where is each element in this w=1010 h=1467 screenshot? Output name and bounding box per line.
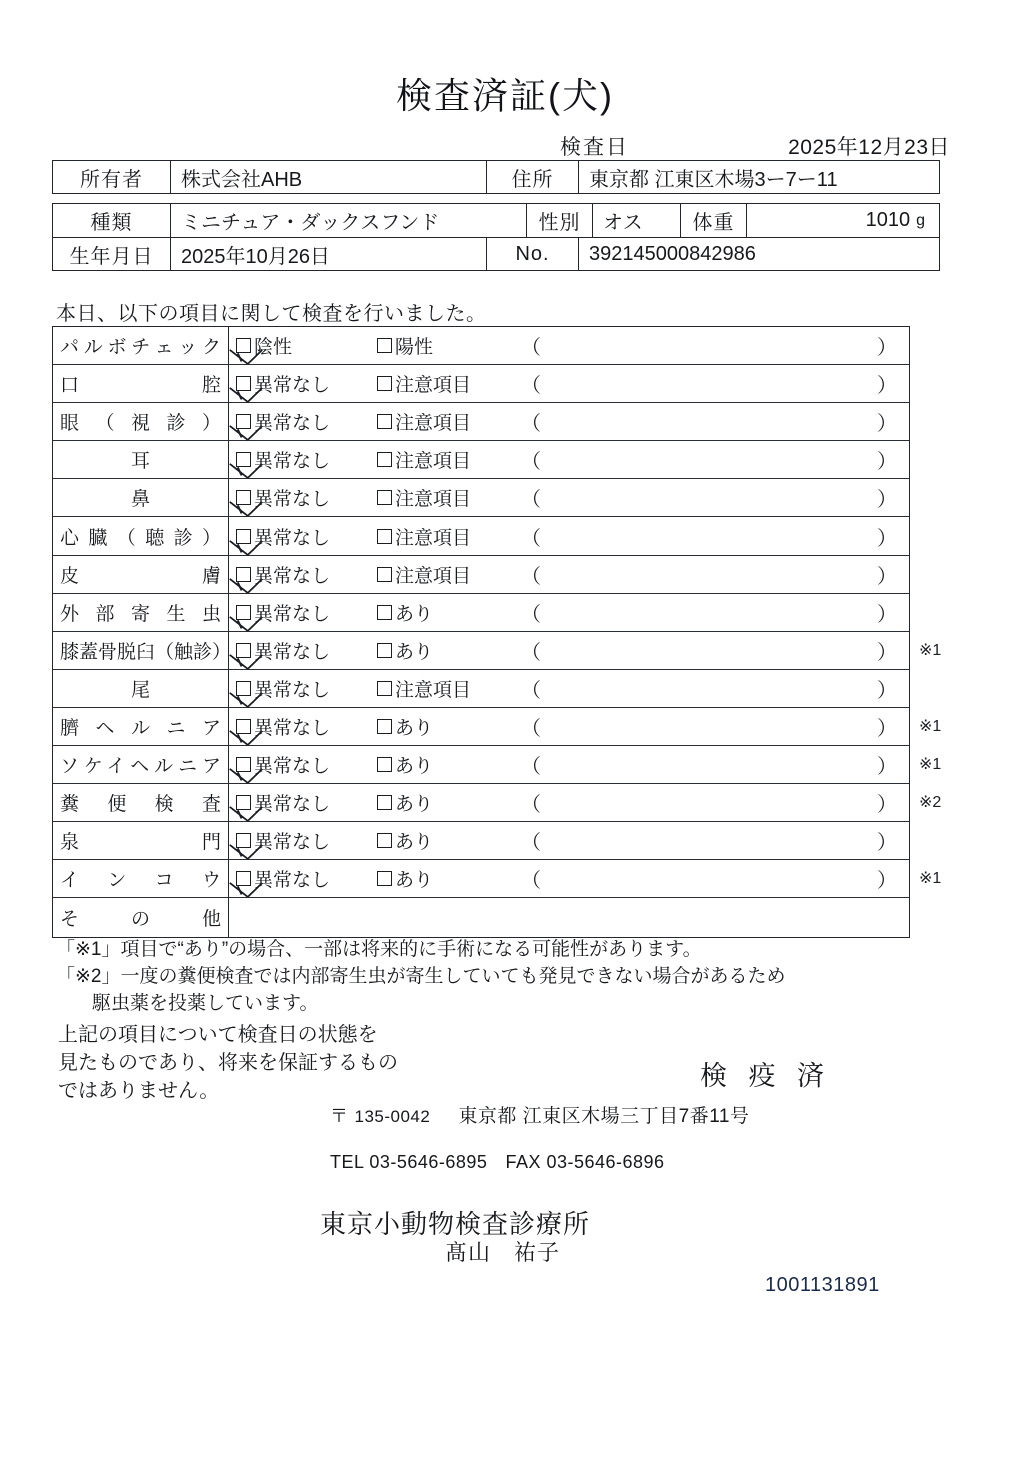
remark-paren-close: ） [877, 337, 897, 360]
checklist-option-abnormal-label: あり [395, 870, 434, 892]
remark-paren-open: （ [521, 717, 541, 740]
address-label: 住所 [487, 161, 579, 193]
animal-info-table [52, 160, 940, 271]
checklist-option-normal-label: 異常なし [254, 832, 331, 854]
disclaimer-line-3: ではありません。 [58, 1080, 220, 1102]
checklist-row [53, 441, 909, 479]
checklist-item-label-text: 外部寄生虫 [60, 603, 221, 625]
remark-paren-close: ） [877, 375, 897, 398]
checklist-row [53, 898, 909, 936]
checklist-note-marker: ※1 [919, 641, 942, 659]
checklist-row [53, 822, 909, 860]
checklist-option-abnormal-label: あり [395, 603, 434, 625]
breed-row [52, 203, 940, 237]
checkbox-checked-icon[interactable] [236, 338, 251, 353]
checkbox-icon[interactable] [377, 490, 392, 505]
checklist-option-abnormal-label: あり [395, 756, 434, 778]
weight-value-cell [747, 204, 939, 237]
checklist-item-options [229, 632, 909, 669]
checklist-option-normal[interactable] [236, 408, 377, 435]
checkbox-checked-icon[interactable] [236, 643, 251, 658]
checklist-item-options [229, 327, 909, 364]
checklist-item-label-text: 臍ヘルニア [60, 717, 221, 739]
checklist-row [53, 746, 909, 784]
checkbox-checked-icon[interactable] [236, 681, 251, 696]
checkbox-checked-icon[interactable] [236, 529, 251, 544]
checklist-item-options [229, 556, 909, 593]
checklist-option-normal-label: 異常なし [254, 527, 331, 549]
remark-paren-open: （ [521, 641, 541, 664]
remark-paren-close: ） [877, 794, 897, 817]
birthdate-row [52, 237, 940, 271]
checkbox-checked-icon[interactable] [236, 376, 251, 391]
checklist-option-normal[interactable] [236, 865, 377, 892]
remark-paren-open: （ [521, 756, 541, 779]
checkbox-checked-icon[interactable] [236, 757, 251, 772]
checklist-option-normal[interactable] [236, 827, 377, 854]
remark-paren-open: （ [521, 413, 541, 436]
remark-paren-open: （ [521, 832, 541, 855]
checklist-option-normal[interactable] [236, 713, 377, 740]
checklist-option-normal-label: 異常なし [254, 794, 331, 816]
checklist-item-label-text: インコウ [60, 870, 221, 892]
checklist-item-label [53, 898, 229, 936]
checklist-option-abnormal[interactable] [377, 484, 471, 511]
checklist-row [53, 670, 909, 708]
checklist-item-options [229, 403, 909, 440]
checklist-note-marker: ※1 [919, 718, 942, 735]
checklist-option-abnormal-label: あり [395, 794, 434, 816]
checkbox-icon[interactable] [377, 719, 392, 734]
checklist-item-options [229, 670, 909, 707]
checkbox-icon[interactable] [377, 643, 392, 658]
no-value: 392145000842986 [589, 242, 756, 265]
clinic-fax: FAX 03-5646-6896 [505, 1152, 665, 1172]
breed-value: ミニチュア・ダックスフンド [171, 204, 527, 237]
checklist-row [53, 365, 909, 403]
checklist-option-abnormal[interactable] [377, 408, 471, 435]
checklist-option-normal-label: 異常なし [254, 375, 331, 397]
remark-paren-open: （ [521, 375, 541, 398]
checkbox-icon[interactable] [377, 795, 392, 810]
checkbox-checked-icon[interactable] [236, 719, 251, 734]
checklist-item-label [53, 746, 229, 783]
disclaimer-text [58, 1021, 458, 1105]
checkbox-checked-icon[interactable] [236, 795, 251, 810]
remark-paren-close: ） [877, 603, 897, 626]
checkbox-icon[interactable] [377, 567, 392, 582]
checklist-item-label [53, 479, 229, 516]
remark-paren-open: （ [521, 870, 541, 893]
checklist-item-options [229, 708, 909, 745]
remark-paren-open: （ [521, 451, 541, 474]
checklist-item-label [53, 594, 229, 631]
clinic-address-line [330, 1101, 749, 1128]
checklist-option-normal[interactable] [236, 484, 377, 511]
checklist-item-label [53, 860, 229, 897]
checklist-option-abnormal[interactable] [377, 751, 433, 778]
checkbox-checked-icon[interactable] [236, 567, 251, 582]
checklist-option-normal[interactable] [236, 332, 377, 359]
inspection-date-label: 検査日 [560, 136, 629, 159]
checkbox-icon[interactable] [377, 376, 392, 391]
remark-paren-open: （ [521, 565, 541, 588]
checklist-option-abnormal-label: 注意項目 [395, 451, 472, 473]
clinic-name: 東京小動物検査診療所 [320, 1209, 591, 1239]
checklist-item-label-text: 心臓（聴診） [60, 527, 221, 549]
sex-value: オス [593, 204, 681, 237]
checklist-option-abnormal-label: あり [395, 832, 434, 854]
checklist-note-marker: ※1 [919, 870, 942, 888]
checklist-item-options [229, 860, 909, 897]
checklist-option-normal[interactable] [236, 523, 377, 550]
checkbox-icon[interactable] [377, 871, 392, 886]
checklist-option-normal[interactable] [236, 637, 377, 664]
checklist-item-options [229, 822, 909, 859]
checkbox-checked-icon[interactable] [236, 605, 251, 620]
remark-paren-open: （ [521, 794, 541, 817]
checklist-option-normal-label: 異常なし [254, 679, 331, 701]
address-value: 東京都 江東区木場3ー7ー11 [589, 168, 838, 191]
checklist-option-abnormal[interactable] [377, 523, 471, 550]
veterinarian-name: 髙山 祐子 [445, 1240, 561, 1265]
checklist-option-abnormal[interactable] [377, 370, 471, 397]
checklist-option-abnormal-label: 注意項目 [395, 527, 472, 549]
checklist-option-abnormal[interactable] [377, 865, 433, 892]
checklist-item-label [53, 327, 229, 364]
checklist-item-label [53, 441, 229, 478]
birthdate-value: 2025年10月26日 [171, 238, 487, 270]
checklist-item-label-text: 皮 膚 [60, 565, 221, 587]
clinic-zip: 135-0042 [354, 1107, 431, 1126]
weight-value: 1010 [865, 209, 911, 231]
checklist-item-options [229, 517, 909, 554]
checklist-option-abnormal-label: あり [395, 641, 434, 663]
checklist-option-abnormal-label: 注意項目 [395, 375, 472, 397]
disclaimer-line-2: 見たものであり、将来を保証するもの [58, 1052, 398, 1074]
remark-paren-open: （ [521, 679, 541, 702]
owner-value: 株式会社AHB [171, 161, 487, 193]
checklist-option-normal-label: 異常なし [254, 870, 331, 892]
checklist-option-abnormal[interactable] [377, 827, 433, 854]
checklist-option-abnormal-label: 陽性 [395, 337, 434, 359]
checklist-item-label-text: パルボチェック [60, 337, 221, 359]
remark-paren-close: ） [877, 527, 897, 550]
checklist-item-label-text: 糞便検査 [60, 794, 221, 816]
checklist-item-options [229, 365, 909, 402]
checklist-item-label-text: 泉 門 [60, 832, 221, 854]
quarantine-stamp: 検 疫 済 [700, 1061, 832, 1091]
checklist-row [53, 784, 909, 822]
inspection-date-value: 2025年12月23日 [788, 136, 950, 159]
checklist-option-abnormal[interactable] [377, 446, 471, 473]
checklist-option-normal[interactable] [236, 675, 377, 702]
no-label: No. [487, 238, 579, 270]
checklist-item-label [53, 556, 229, 593]
checklist-option-normal[interactable] [236, 370, 377, 397]
checklist-row [53, 594, 909, 632]
checklist-option-abnormal-label: 注意項目 [395, 413, 472, 435]
checklist-option-normal[interactable] [236, 751, 377, 778]
checkbox-checked-icon[interactable] [236, 490, 251, 505]
remark-paren-open: （ [521, 603, 541, 626]
checkbox-icon[interactable] [377, 338, 392, 353]
checklist-option-abnormal-label: あり [395, 717, 434, 739]
checklist-item-label-text: 耳 [130, 451, 150, 473]
remark-paren-open: （ [521, 527, 541, 550]
checklist-option-normal[interactable] [236, 446, 377, 473]
checklist-row [53, 327, 909, 365]
checklist-option-abnormal[interactable] [377, 789, 433, 816]
remark-paren-close: ） [877, 641, 897, 664]
checklist-option-normal-label: 陰性 [254, 337, 293, 359]
postal-mark-icon: 〒 [330, 1106, 349, 1126]
disclaimer-line-1: 上記の項目について検査日の状態を [58, 1024, 378, 1046]
checklist-note-marker: ※2 [919, 794, 942, 812]
remark-paren-close: ） [877, 756, 897, 779]
checklist-row [53, 403, 909, 441]
reference-number: 1001131891 [765, 1274, 880, 1296]
remark-paren-close: ） [877, 451, 897, 474]
clinic-tel: TEL 03-5646-6895 [330, 1152, 488, 1172]
inspection-checklist-table [52, 326, 942, 938]
footnote-2-cont: 駆虫薬を投薬しています。 [92, 993, 319, 1014]
clinic-address: 東京都 江東区木場三丁目7番11号 [458, 1106, 750, 1127]
checkbox-icon[interactable] [377, 529, 392, 544]
checkbox-checked-icon[interactable] [236, 452, 251, 467]
checklist-item-label [53, 632, 232, 669]
intro-text: 本日、以下の項目に関して検査を行いました。 [56, 303, 487, 325]
checklist-option-normal[interactable] [236, 599, 377, 626]
checkbox-icon[interactable] [377, 757, 392, 772]
checklist-option-normal-label: 異常なし [254, 603, 331, 625]
checklist-option-abnormal[interactable] [377, 675, 471, 702]
checklist-row [53, 860, 909, 898]
checklist-item-options [229, 784, 909, 821]
checklist-item-label-text: ソケイヘルニア [60, 756, 221, 778]
footnotes [56, 936, 936, 1017]
checkbox-icon[interactable] [377, 833, 392, 848]
checklist-item-options [229, 746, 909, 783]
checklist-option-normal-label: 異常なし [254, 756, 331, 778]
checklist-item-options [229, 594, 909, 631]
checklist-item-label-text: 鼻 [130, 489, 150, 511]
checklist-item-label [53, 670, 229, 707]
checklist-option-normal[interactable] [236, 789, 377, 816]
checkbox-checked-icon[interactable] [236, 833, 251, 848]
remark-paren-close: ） [877, 832, 897, 855]
checklist-option-abnormal[interactable] [377, 561, 471, 588]
sex-label: 性別 [527, 204, 593, 237]
checkbox-icon[interactable] [377, 681, 392, 696]
remark-paren-open: （ [521, 489, 541, 512]
checkbox-icon[interactable] [377, 605, 392, 620]
remark-paren-close: ） [877, 679, 897, 702]
owner-label: 所有者 [53, 161, 171, 193]
footnote-2: 「※2」一度の糞便検査では内部寄生虫が寄生していても発見できない場合があるため [56, 966, 786, 987]
checklist-item-label [53, 708, 229, 745]
weight-label: 体重 [681, 204, 747, 237]
checklist-item-options [229, 441, 909, 478]
checklist-option-normal-label: 異常なし [254, 565, 331, 587]
weight-unit: g [916, 211, 925, 229]
checklist-option-abnormal-label: 注意項目 [395, 679, 472, 701]
checkbox-checked-icon[interactable] [236, 871, 251, 886]
checkbox-icon[interactable] [377, 414, 392, 429]
checklist-option-normal-label: 異常なし [254, 641, 331, 663]
checklist-item-options [229, 898, 909, 936]
checklist-option-abnormal[interactable] [377, 599, 433, 626]
checklist-item-label [53, 517, 229, 554]
checklist-option-abnormal[interactable] [377, 332, 433, 359]
checklist-item-label [53, 403, 229, 440]
remark-paren-open: （ [521, 337, 541, 360]
checkbox-icon[interactable] [377, 452, 392, 467]
checklist-row [53, 556, 909, 594]
checklist-row [53, 632, 909, 670]
checklist-item-options [229, 479, 909, 516]
checklist-row [53, 479, 909, 517]
checklist-item-label [53, 365, 229, 402]
checklist-option-abnormal[interactable] [377, 713, 433, 740]
remark-paren-close: ） [877, 489, 897, 512]
checklist-option-abnormal-label: 注意項目 [395, 489, 472, 511]
checklist-option-abnormal-label: 注意項目 [395, 565, 472, 587]
checklist-option-abnormal[interactable] [377, 637, 433, 664]
checklist-item-label-text: 尾 [130, 679, 150, 701]
checklist-option-normal-label: 異常なし [254, 489, 331, 511]
checklist-item-label-text: 口 腔 [60, 375, 221, 397]
checklist-option-normal[interactable] [236, 561, 377, 588]
remark-paren-close: ） [877, 413, 897, 436]
checklist-option-normal-label: 異常なし [254, 717, 331, 739]
checklist-item-label [53, 784, 229, 821]
clinic-phone-line [330, 1152, 665, 1173]
remark-paren-close: ） [877, 870, 897, 893]
checklist-option-normal-label: 異常なし [254, 413, 331, 435]
checklist-item-label [53, 822, 229, 859]
footnote-1: 「※1」項目で“あり”の場合、一部は将来的に手術になる可能性があります。 [56, 939, 702, 960]
checklist-row [53, 517, 909, 555]
checklist-row [53, 708, 909, 746]
remark-paren-close: ） [877, 717, 897, 740]
birthdate-label: 生年月日 [53, 238, 171, 270]
owner-row [52, 160, 940, 194]
checklist-option-normal-label: 異常なし [254, 451, 331, 473]
checklist-item-label-text: その他 [60, 908, 221, 930]
checklist-item-label-text: 眼（視診） [60, 413, 221, 435]
inspection-date-line [560, 131, 950, 159]
page-title: 検査済証(犬) [396, 75, 614, 116]
checklist-note-marker: ※1 [919, 756, 942, 774]
breed-label: 種類 [53, 204, 171, 237]
checkbox-checked-icon[interactable] [236, 414, 251, 429]
remark-paren-close: ） [877, 565, 897, 588]
checklist-item-label-text: 膝蓋骨脱臼（触診） [60, 641, 232, 663]
